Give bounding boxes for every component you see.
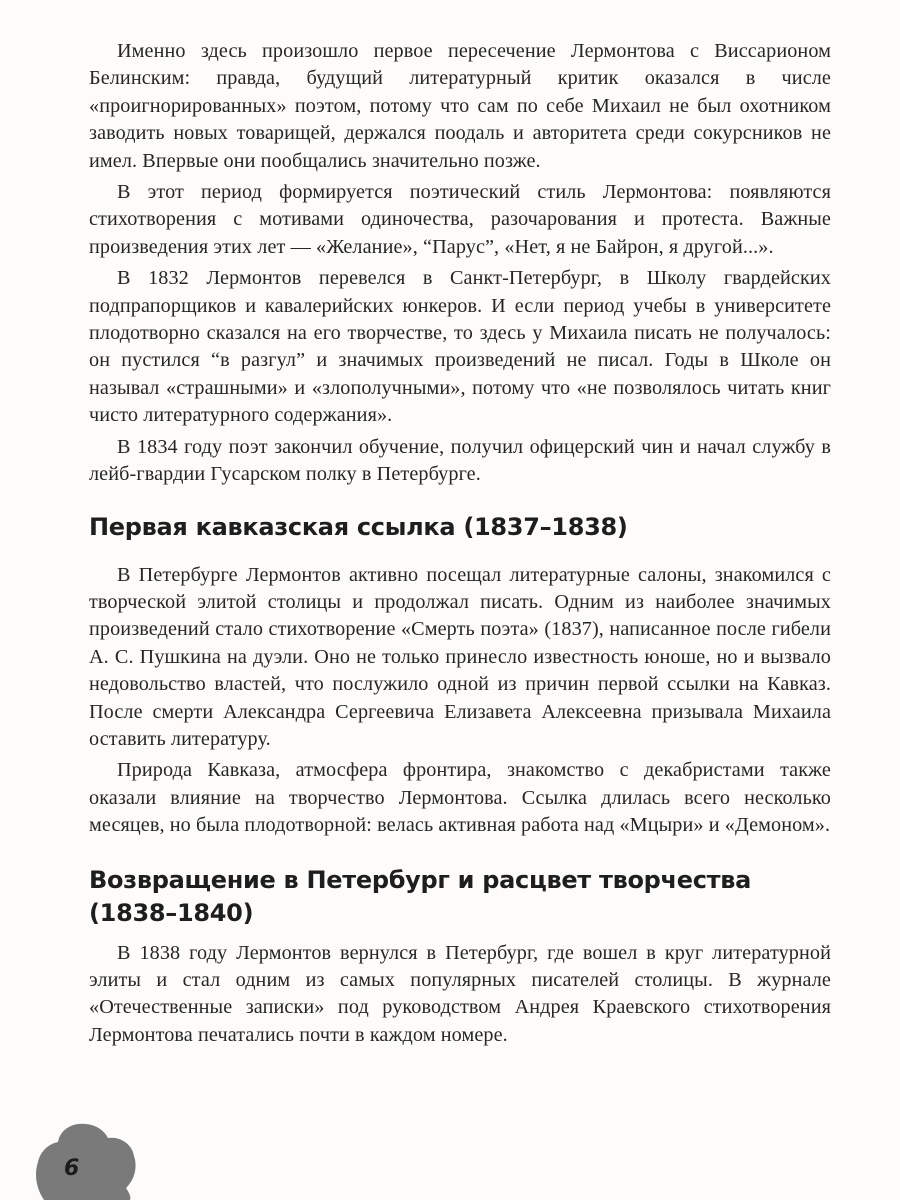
paragraph: В Петербурге Лермонтов активно посещал литературные салоны, знакомился с творческой элитой столицы и продолжал писать. Одним из наиболее значимых произведений стало стихотворение «Смерть поэта» (1837), написанное после гибели А. С. Пушкина на дуэли. Оно не только принесло известность юноше, но и вызвало недовольство властей, что послужило одной из причин первой ссылки на Кавказ. После смерти Александра Сергеевича Елизавета Алексеевна призывала Михаила оставить литературу.	[89, 563, 831, 750]
paragraph: В 1834 году поэт закончил обучение, получил офицерский чин и начал службу в лейб-гвардии Гусарском полку в Петербурге.	[89, 435, 831, 486]
paragraph: В 1832 Лермонтов перевелся в Санкт-Петербург, в Школу гвардейских подпрапорщиков и кавалерийских юнкеров. И если период учебы в университете плодотворно сказался на его творчестве, то здесь у Михаила писать не получалось: он пустился “в разгул” и значимых произведений не писал. Годы в Школе он называл «страшными» и «злополучными», потому что «не позволялось читать книг чисто литературного содержания».	[89, 267, 831, 427]
paragraph: В этот период формируется поэтический стиль Лермонтова: появляются стихотворения с мотивами одиночества, разочарования и протеста. Важные произведения этих лет — «Желание», “Парус”, «Нет, я не Байрон, я другой...».	[89, 181, 831, 258]
paragraph: Именно здесь произошло первое пересечение Лермонтова с Виссарионом Белинским: правда, будущий литературный критик оказался в числе «проигнорированных» поэтом, потому что сам по себе Михаил не был охотником заводить новых товарищей, держался поодаль и авторитета среди сокурсников не имел. Впервые они пообщались значительно позже.	[89, 40, 831, 172]
section-heading: Возвращение в Петербург и расцвет творчества (1838–1840)	[89, 865, 752, 927]
page-content	[89, 38, 831, 1049]
paragraph: Природа Кавказа, атмосфера фронтира, знакомство с декабристами также оказали влияние на творчество Лермонтова. Ссылка длилась всего несколько месяцев, но была плодотворной: велась активная работа над «Мцыри» и «Демоном».	[89, 759, 831, 837]
badge-shape	[36, 1124, 136, 1200]
page-number: 6	[64, 1156, 80, 1181]
paragraph: В 1838 году Лермонтов вернулся в Петербург, где вошел в круг литературной элиты и стал одним из самых популярных писателей столицы. В журнале «Отечественные записки» под руководством Андрея Краевского стихотворения Лермонтова печатались почти в каждом номере.	[89, 941, 831, 1046]
page-number-badge	[30, 1118, 140, 1200]
section-heading: Первая кавказская ссылка (1837–1838)	[89, 512, 628, 541]
